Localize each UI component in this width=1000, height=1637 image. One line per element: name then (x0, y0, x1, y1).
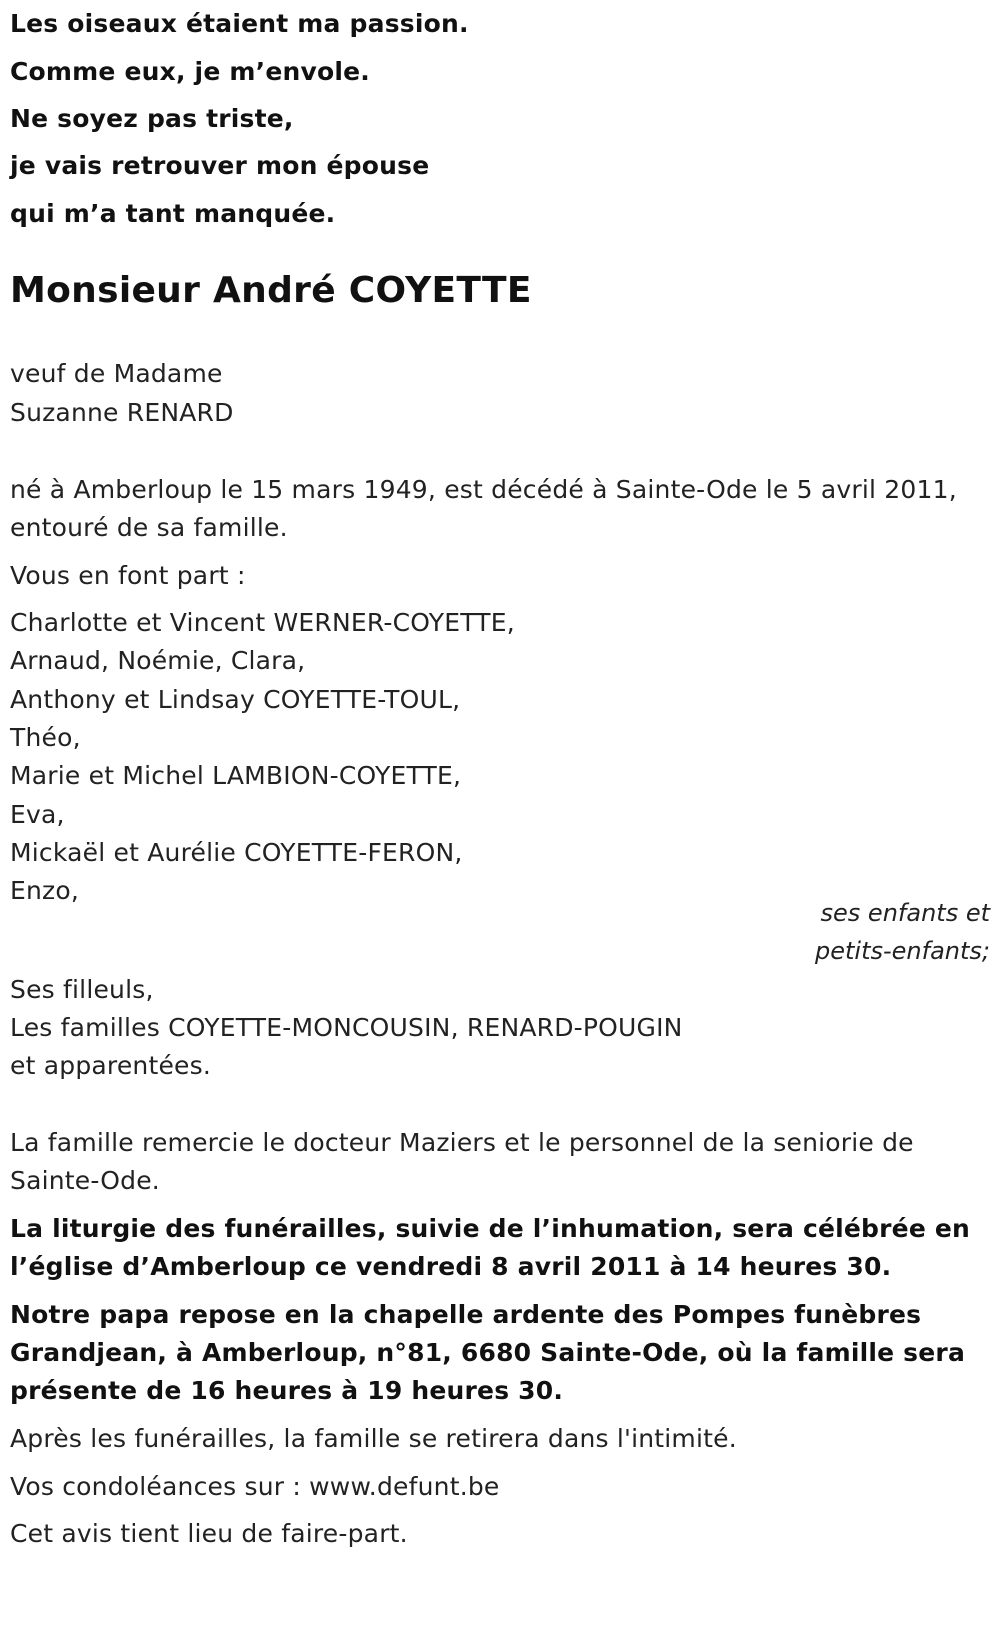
condolences-line (10, 1467, 500, 1507)
chapel-line: Notre papa repose en la chapelle ardente des Pompes funèbres (10, 1300, 922, 1329)
funeral-line: La liturgie des funérailles, suivie de l’inhumation, sera célébrée en (10, 1214, 971, 1243)
poem-line: Comme eux, je m’envole. (10, 57, 370, 86)
widower-line: veuf de Madame (10, 359, 223, 388)
family-member: Théo, (10, 723, 81, 752)
poem-line: Les oiseaux étaient ma passion. (10, 9, 469, 38)
family-member: Anthony et Lindsay COYETTE-TOUL, (10, 685, 461, 714)
poem-line: Ne soyez pas triste, (10, 104, 294, 133)
others-line: et apparentées. (10, 1051, 211, 1080)
after-funeral-line: Après les funérailles, la famille se retirera dans l'intimité. (10, 1424, 737, 1453)
announce-intro: Vous en font part : (10, 561, 246, 590)
family-member: Arnaud, Noémie, Clara, (10, 646, 306, 675)
funeral-line: l’église d’Amberloup ce vendredi 8 avril 2011 à 14 heures 30. (10, 1252, 892, 1281)
chapel-line: présente de 16 heures à 19 heures 30. (10, 1376, 564, 1405)
closing-line: Cet avis tient lieu de faire-part. (10, 1519, 408, 1548)
relation-note: petits-enfants; (815, 937, 990, 965)
poem-line: je vais retrouver mon épouse (10, 151, 430, 180)
family-member: Enzo, (10, 876, 80, 905)
birth-death-line: né à Amberloup le 15 mars 1949, est décédé à Sainte-Ode le 5 avril 2011, (10, 475, 957, 504)
family-member: Eva, (10, 800, 65, 829)
others-line: Les familles COYETTE-MONCOUSIN, RENARD-POUGIN (10, 1013, 683, 1042)
deceased-name: Monsieur André COYETTE (10, 270, 532, 311)
poem-line: qui m’a tant manquée. (10, 199, 336, 228)
others-line: Ses filleuls, (10, 975, 154, 1004)
condolences-link[interactable]: www.defunt.be (309, 1472, 500, 1501)
family-member: Mickaël et Aurélie COYETTE-FERON, (10, 838, 463, 867)
family-member: Charlotte et Vincent WERNER-COYETTE, (10, 608, 515, 637)
widower-line: Suzanne RENARD (10, 398, 234, 427)
family-member: Marie et Michel LAMBION-COYETTE, (10, 761, 462, 790)
birth-death-line: entouré de sa famille. (10, 513, 288, 542)
thanks-line: La famille remercie le docteur Maziers et le personnel de la seniorie de (10, 1128, 914, 1157)
chapel-line: Grandjean, à Amberloup, n°81, 6680 Sainte-Ode, où la famille sera (10, 1338, 966, 1367)
relation-note: ses enfants et (820, 899, 990, 927)
condolences-prefix: Vos condoléances sur : (10, 1472, 301, 1501)
thanks-line: Sainte-Ode. (10, 1166, 160, 1195)
